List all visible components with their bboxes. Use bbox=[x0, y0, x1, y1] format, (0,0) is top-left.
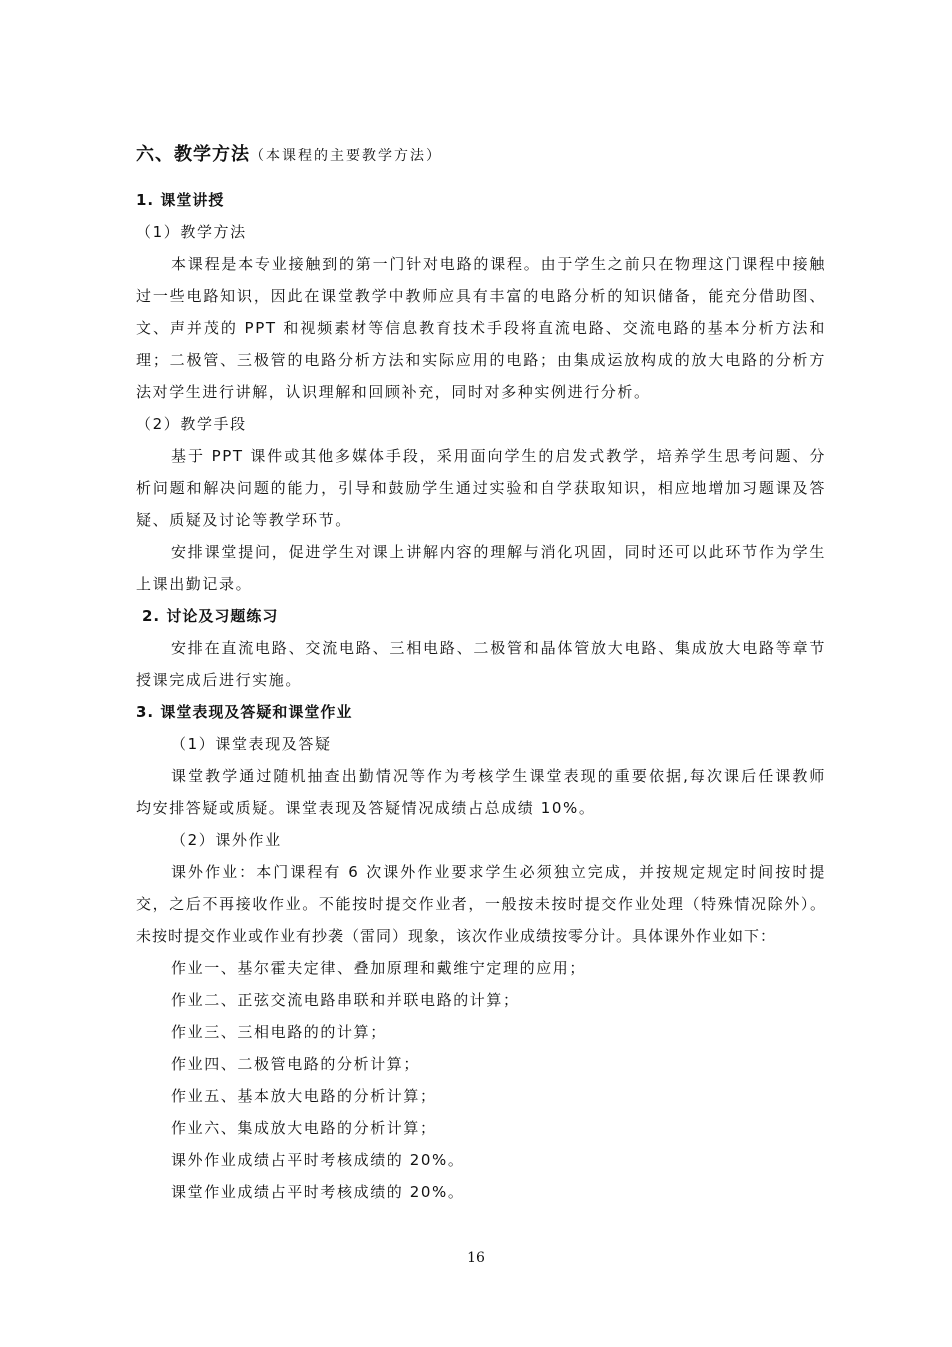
paragraph-line: 授课完成后进行实施。 bbox=[136, 671, 303, 689]
paragraph-line: 上课出勤记录。 bbox=[136, 575, 253, 593]
paragraph-line: 课外作业：本门课程有 6 次课外作业要求学生必须独立完成，并按规定规定时间按时提 bbox=[171, 863, 826, 881]
paragraph-line: 未按时提交作业或作业有抄袭（雷同）现象，该次作业成绩按零分计。具体课外作业如下： bbox=[136, 927, 777, 945]
part3-sub1-label: （1）课堂表现及答疑 bbox=[171, 735, 332, 753]
paragraph-line: 课堂教学通过随机抽查出勤情况等作为考核学生课堂表现的重要依据,每次课后任课教师 bbox=[171, 767, 826, 785]
assignment-item: 作业一、基尔霍夫定律、叠加原理和戴维宁定理的应用； bbox=[171, 959, 587, 977]
paragraph-line: 文、声并茂的 PPT 和视频素材等信息教育技术手段将直流电路、交流电路的基本分析方法和 bbox=[136, 319, 826, 337]
paragraph-line: 析问题和解决问题的能力，引导和鼓励学生通过实验和自学获取知识，相应地增加习题课及答 bbox=[136, 479, 826, 497]
assignment-item: 作业二、正弦交流电路串联和并联电路的计算； bbox=[171, 991, 520, 1009]
assignment-item: 作业三、三相电路的的计算； bbox=[171, 1023, 387, 1041]
section-heading bbox=[136, 144, 826, 167]
part2-heading: 2. 讨论及习题练习 bbox=[142, 607, 279, 625]
paragraph-line: 交，之后不再接收作业。不能按时提交作业者，一般按未按时提交作业处理（特殊情况除外）。 bbox=[136, 895, 826, 913]
paragraph-line: 法对学生进行讲解，认识理解和回顾补充，同时对多种实例进行分析。 bbox=[136, 383, 651, 401]
paragraph-line: 均安排答疑或质疑。课堂表现及答疑情况成绩占总成绩 10%。 bbox=[136, 799, 596, 817]
part1-sub1-label: （1）教学方法 bbox=[136, 223, 247, 241]
assignment-item: 课外作业成绩占平时考核成绩的 20%。 bbox=[171, 1151, 465, 1169]
paragraph-line: 本课程是本专业接触到的第一门针对电路的课程。由于学生之前只在物理这门课程中接触 bbox=[171, 255, 826, 273]
part1-heading: 1. 课堂讲授 bbox=[136, 191, 225, 209]
part3-heading: 3. 课堂表现及答疑和课堂作业 bbox=[136, 703, 353, 721]
part1-sub2-label: （2）教学手段 bbox=[136, 415, 247, 433]
paragraph-line: 安排课堂提问，促进学生对课上讲解内容的理解与消化巩固，同时还可以此环节作为学生 bbox=[171, 543, 826, 561]
section-title: 六、教学方法 bbox=[136, 144, 250, 165]
assignment-item: 课堂作业成绩占平时考核成绩的 20%。 bbox=[171, 1183, 465, 1201]
page-number: 16 bbox=[467, 1250, 485, 1266]
paragraph-line: 理；二极管、三极管的电路分析方法和实际应用的电路；由集成运放构成的放大电路的分析方 bbox=[136, 351, 826, 369]
part3-sub2-label: （2）课外作业 bbox=[171, 831, 282, 849]
assignment-item: 作业五、基本放大电路的分析计算； bbox=[171, 1087, 437, 1105]
assignment-item: 作业六、集成放大电路的分析计算； bbox=[171, 1119, 437, 1137]
section-subtitle: （本课程的主要教学方法） bbox=[250, 148, 442, 164]
paragraph-line: 疑、质疑及讨论等教学环节。 bbox=[136, 511, 352, 529]
assignment-item: 作业四、二极管电路的分析计算； bbox=[171, 1055, 421, 1073]
paragraph-line: 安排在直流电路、交流电路、三相电路、二极管和晶体管放大电路、集成放大电路等章节 bbox=[171, 639, 826, 657]
paragraph-line: 过一些电路知识，因此在课堂教学中教师应具有丰富的电路分析的知识储备，能充分借助图、 bbox=[136, 287, 826, 305]
paragraph-line: 基于 PPT 课件或其他多媒体手段，采用面向学生的启发式教学，培养学生思考问题、分 bbox=[171, 447, 826, 465]
